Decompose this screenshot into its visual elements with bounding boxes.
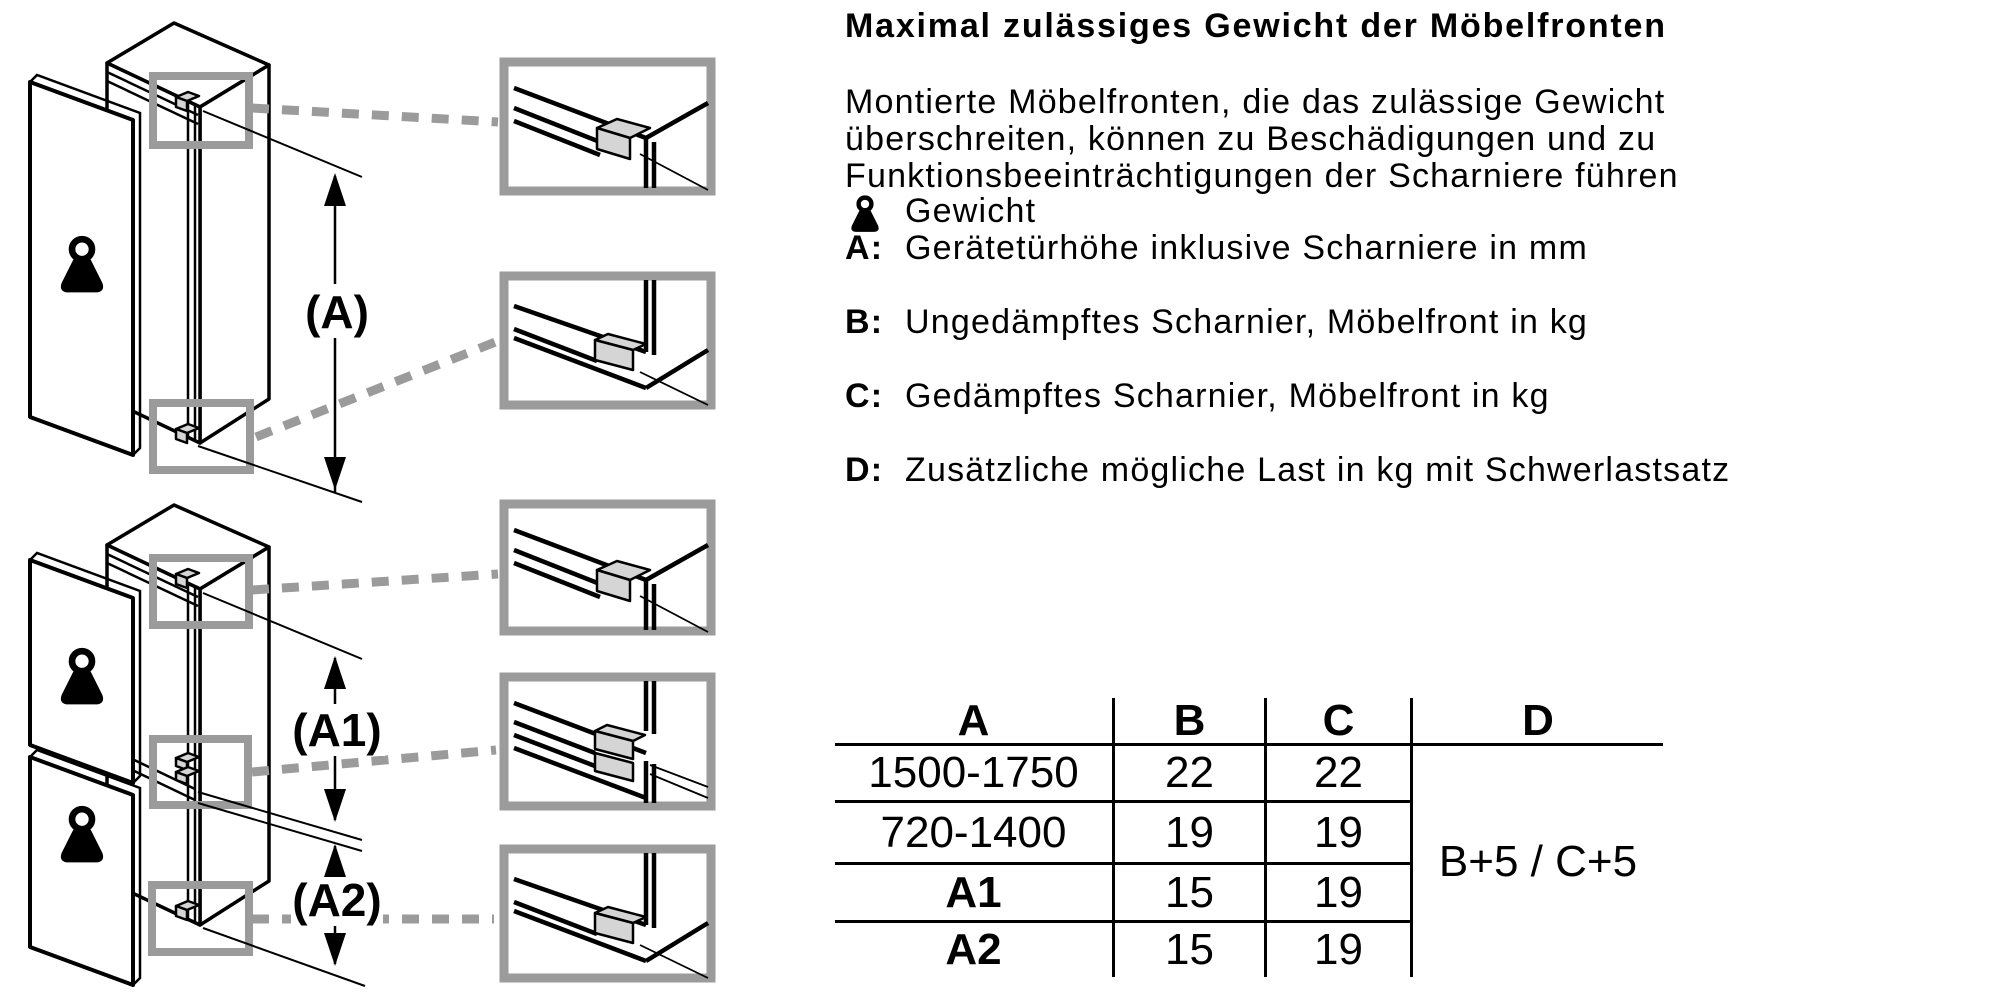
weight-table [835,695,1663,977]
legend-key: A: [845,229,884,267]
table-cell: 15 [1112,923,1264,977]
table-header-c: C [1264,698,1410,746]
table-cell: 19 [1264,803,1410,865]
legend-item-b [845,303,1588,342]
legend-key: B: [845,303,884,341]
legend-text: Zusätzliche mögliche Last in kg mit Schwerlastsatz [905,451,1731,489]
dimension-label-a1: (A1) [292,704,382,756]
table-cell: 19 [1112,803,1264,865]
installation-diagram [0,0,780,1000]
paragraph-line: Montierte Möbelfronten, die das zulässige Gewicht [845,83,1666,121]
single-fridge-figure [30,23,269,470]
detail-box-3 [504,504,711,632]
table-cell: 15 [1112,865,1264,923]
legend-text: Ungedämpftes Scharnier, Möbelfront in kg [905,303,1589,341]
leader-line-1 [252,108,498,122]
paragraph-line: überschreiten, können zu Beschädigungen und zu [845,120,1657,158]
leader-line-2 [256,341,498,437]
legend-item-c [845,377,1550,416]
legend-item-a [845,229,1588,268]
legend-text: Gedämpftes Scharnier, Möbelfront in kg [905,377,1550,415]
legend-text: Gerätetürhöhe inklusive Scharniere in mm [905,229,1588,267]
paragraph-line: Funktionsbeeinträchtigungen der Scharniere führen [845,157,1679,195]
table-header-d: D [1410,698,1663,746]
legend-weight-label: Gewicht [905,192,1037,230]
table-header-a: A [835,698,1112,746]
table-cell: A1 [835,865,1112,923]
table-cell: 19 [1264,923,1410,977]
table-header-b: B [1112,698,1264,746]
detail-box-2 [504,276,711,405]
table-cell-d-merged: B+5 / C+5 [1410,746,1663,977]
legend-key: D: [845,451,884,489]
detail-box-1 [504,62,711,191]
dimension-label-a: (A) [305,286,369,338]
furniture-door-panel [30,75,140,455]
table-cell: 22 [1112,746,1264,803]
combi-fridge-figure [30,505,269,985]
dimension-label-a2: (A2) [292,874,382,926]
table-cell: 19 [1264,865,1410,923]
table-cell: 1500-1750 [835,746,1112,803]
table-cell: A2 [945,925,1002,974]
intro-paragraph [845,84,1679,195]
detail-box-4 [504,677,711,806]
detail-box-5 [504,849,711,978]
leader-line-3 [252,574,498,590]
legend-item-d [845,451,1730,490]
page-title: Maximal zulässiges Gewicht der Möbelfronten [845,7,1667,45]
table-cell: 22 [1264,746,1410,803]
legend-key: C: [845,377,884,415]
table-cell: 720-1400 [835,803,1112,865]
